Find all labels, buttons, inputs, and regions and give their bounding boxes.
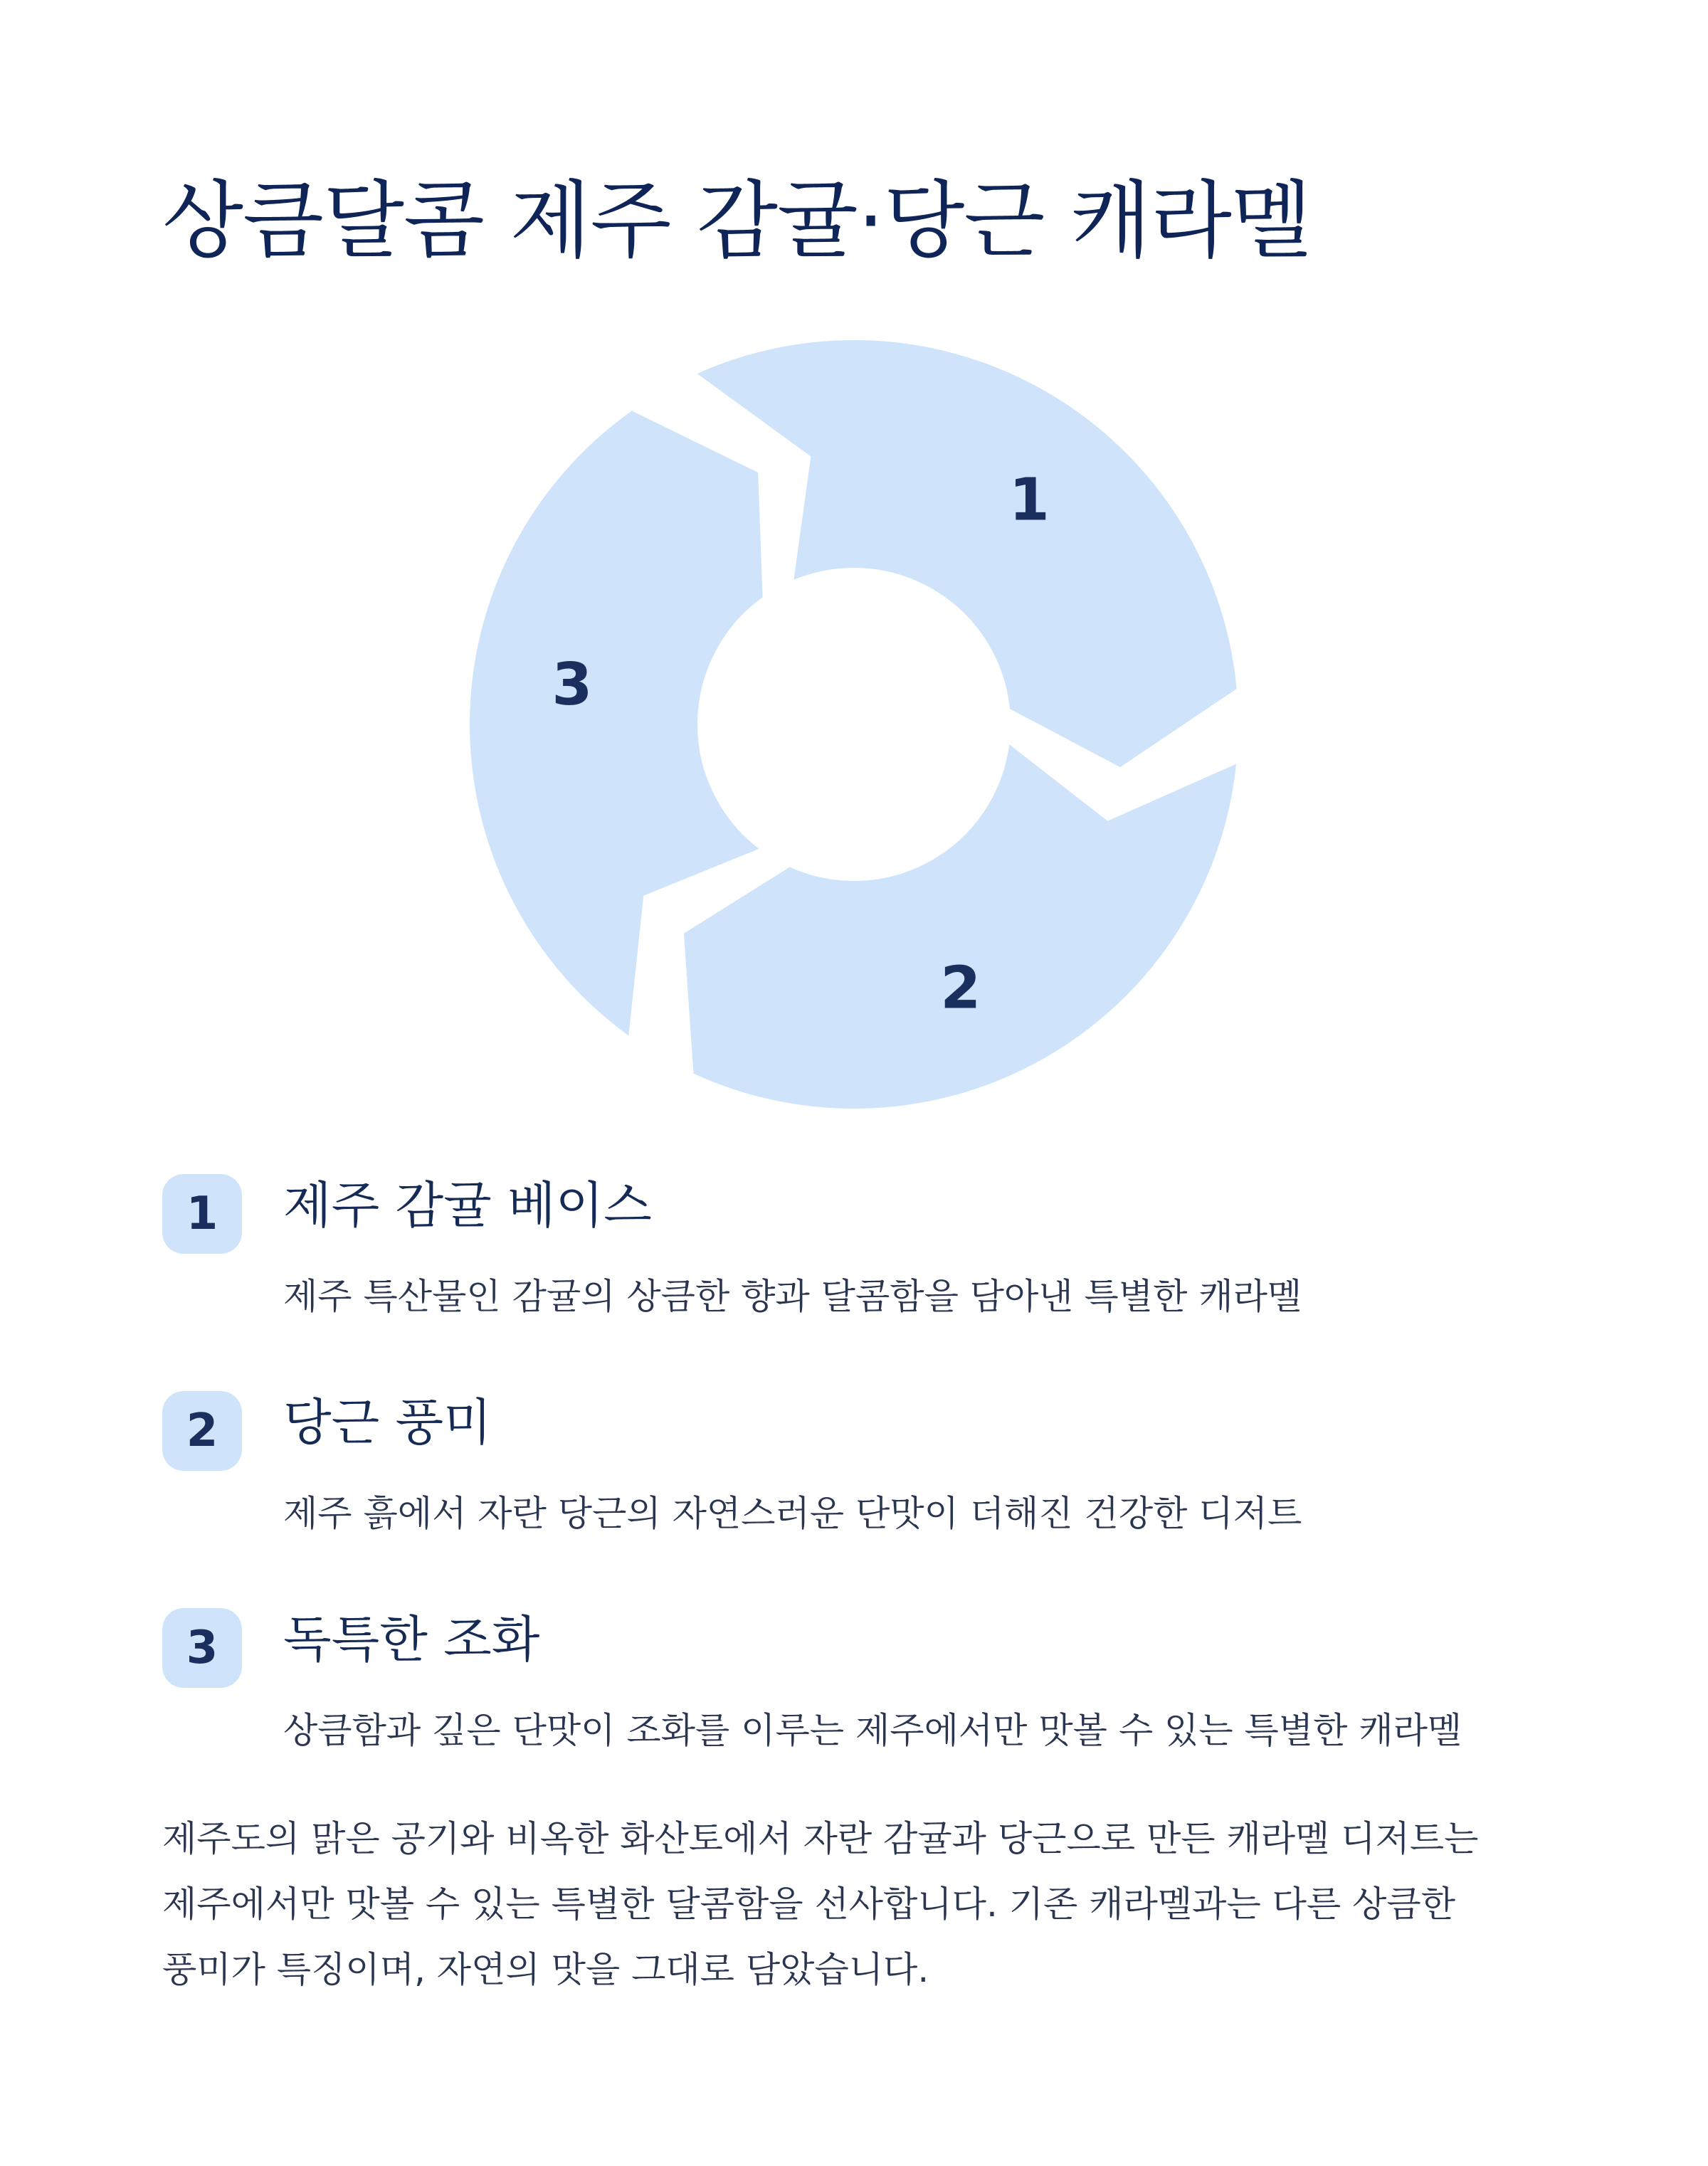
feature-title-1: 제주 감귤 베이스 bbox=[283, 1176, 652, 1235]
feature-description-3: 상큼함과 깊은 단맛이 조화를 이루는 제주에서만 맛볼 수 있는 특별한 캐라멜 bbox=[283, 1710, 1462, 1751]
cycle-segment-label-3: 3 bbox=[552, 650, 593, 719]
feature-description-1: 제주 특산물인 감귤의 상큼한 향과 달콤함을 담아낸 특별한 캐라멜 bbox=[283, 1276, 1302, 1317]
summary-line-3: 풍미가 특징이며, 자연의 맛을 그대로 담았습니다. bbox=[162, 1949, 929, 1990]
feature-description-2: 제주 흙에서 자란 당근의 자연스러운 단맛이 더해진 건강한 디저트 bbox=[283, 1493, 1302, 1534]
step-badge-1: 1 bbox=[162, 1174, 242, 1254]
page-title: 상큼달콤 제주 감귤·당근 캐라멜 bbox=[162, 171, 1312, 270]
feature-title-3: 독특한 조화 bbox=[283, 1610, 540, 1669]
feature-title-2: 당근 풍미 bbox=[283, 1393, 492, 1452]
cycle-segment-label-2: 2 bbox=[940, 954, 981, 1023]
cycle-segment-label-1: 1 bbox=[1008, 466, 1050, 534]
summary-paragraph bbox=[162, 1806, 1586, 2002]
cycle-segment-2 bbox=[680, 738, 1240, 1112]
cycle-segment-1 bbox=[690, 337, 1240, 771]
summary-line-2: 제주에서만 맛볼 수 있는 특별한 달콤함을 선사합니다. 기존 캐라멜과는 다른 상큼한 bbox=[162, 1884, 1456, 1925]
step-badge-2: 2 bbox=[162, 1391, 242, 1471]
step-badge-3: 3 bbox=[162, 1608, 242, 1688]
summary-line-1: 제주도의 맑은 공기와 비옥한 화산토에서 자란 감귤과 당근으로 만든 캐라멜 디저트는 bbox=[162, 1818, 1479, 1859]
